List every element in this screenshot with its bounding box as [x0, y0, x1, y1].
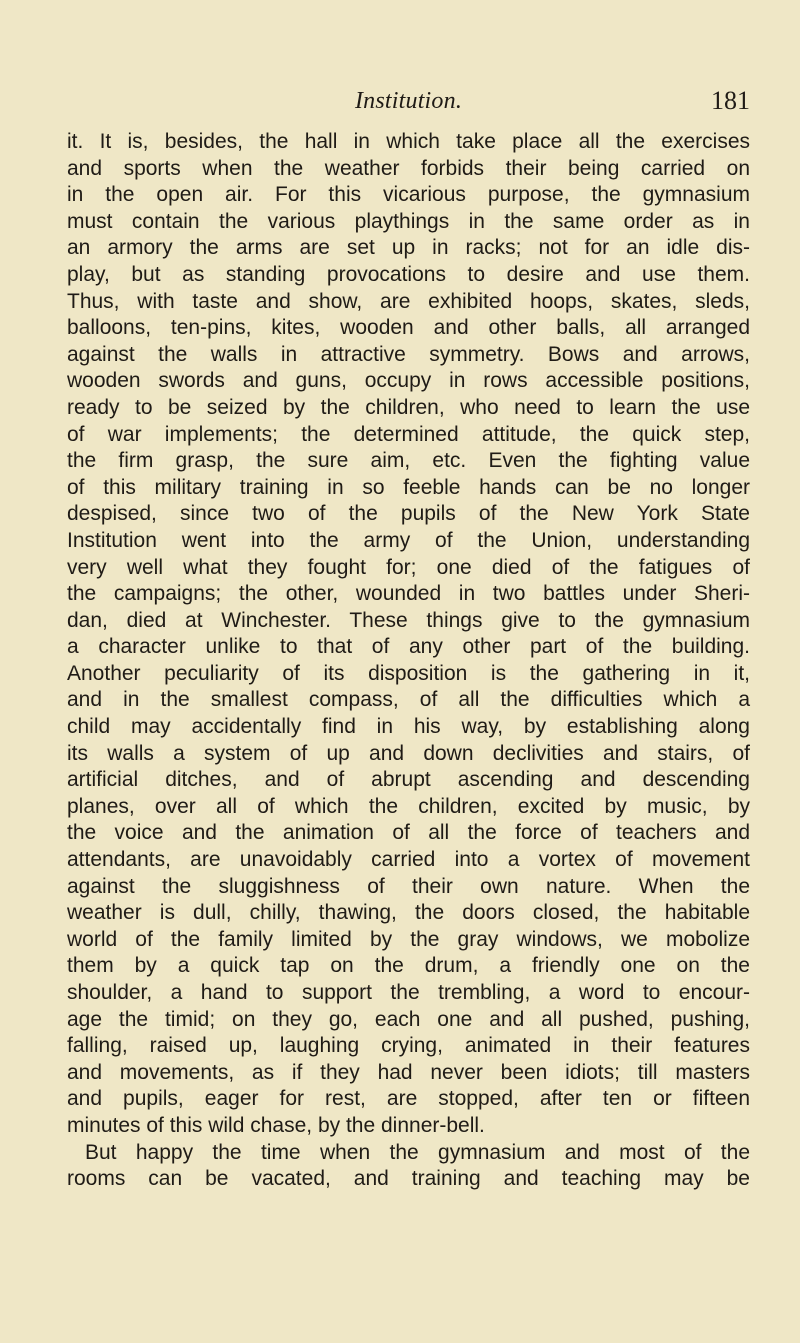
running-head	[67, 86, 750, 120]
text-line: shoulder, a hand to support the trembling, a word to encour-	[67, 981, 750, 1004]
text-line: child may accidentally find in his way, by establishing along	[67, 715, 750, 739]
text-line: the campaigns; the other, wounded in two battles under Sheri-	[67, 582, 750, 606]
text-line: attendants, are unavoidably carried into a vortex of movement	[67, 848, 750, 872]
text-line: planes, over all of which the children, excited by music, by	[67, 794, 750, 818]
text-line: very well what they fought for; one died of the fatigues of	[67, 555, 750, 579]
text-line: Institution went into the army of the Union, understanding	[67, 528, 750, 552]
text-line: weather is dull, chilly, thawing, the doors closed, the habitable	[67, 901, 750, 925]
text-line: against the sluggishness of their own nature. When the	[67, 874, 750, 898]
text-line: the firm grasp, the sure aim, etc. Even the fighting value	[67, 449, 750, 473]
text-line: of war implements; the determined attitude, the quick step,	[67, 422, 750, 446]
text-line: in the open air. For this vicarious purpose, the gymnasium	[67, 183, 750, 207]
text-line: and in the smallest compass, of all the difficulties which a	[67, 688, 750, 712]
text-line: the voice and the animation of all the force of teachers and	[67, 821, 750, 845]
text-line: Another peculiarity of its disposition is the gathering in it,	[67, 661, 750, 685]
text-line: wooden swords and guns, occupy in rows accessible positions,	[67, 369, 750, 393]
text-line: them by a quick tap on the drum, a friendly one on the	[67, 954, 750, 978]
text-line: despised, since two of the pupils of the New York State	[67, 502, 750, 526]
text-line: rooms can be vacated, and training and teaching may be	[67, 1167, 750, 1191]
text-line: a character unlike to that of any other part of the building.	[67, 635, 750, 659]
text-line: age the timid; on they go, each one and all pushed, pushing,	[67, 1007, 750, 1031]
text-line: But happy the time when the gymnasium and most of the	[85, 1140, 750, 1164]
text-line: dan, died at Winchester. These things give to the gymnasium	[67, 608, 750, 632]
page-number: 181	[711, 86, 750, 115]
body-text	[67, 129, 750, 1193]
text-line: it. It is, besides, the hall in which take place all the exercises	[67, 130, 750, 153]
text-line: artificial ditches, and of abrupt ascending and descending	[67, 768, 750, 792]
text-line: against the walls in attractive symmetry. Bows and arrows,	[67, 342, 750, 366]
text-line: and pupils, eager for rest, are stopped, after ten or fifteen	[67, 1087, 750, 1111]
text-line: Thus, with taste and show, are exhibited hoops, skates, sleds,	[67, 289, 750, 313]
text-line: of this military training in so feeble hands can be no longer	[67, 475, 750, 499]
text-line: balloons, ten-pins, kites, wooden and other balls, all arranged	[67, 316, 750, 340]
text-line: world of the family limited by the gray windows, we mobolize	[67, 927, 750, 951]
text-line: and sports when the weather forbids their being carried on	[67, 156, 750, 180]
text-line: ready to be seized by the children, who need to learn the use	[67, 395, 750, 419]
text-line: and movements, as if they had never been idiots; till masters	[67, 1060, 750, 1084]
text-line: an armory the arms are set up in racks; not for an idle dis-	[67, 236, 750, 260]
text-line: falling, raised up, laughing crying, animated in their features	[67, 1034, 750, 1058]
text-line: minutes of this wild chase, by the dinner-bell.	[67, 1113, 485, 1137]
text-line: its walls a system of up and down declivities and stairs, of	[67, 741, 750, 765]
text-line: play, but as standing provocations to desire and use them.	[67, 262, 750, 286]
text-line: must contain the various playthings in the same order as in	[67, 209, 750, 233]
page-title: Institution.	[354, 88, 463, 114]
